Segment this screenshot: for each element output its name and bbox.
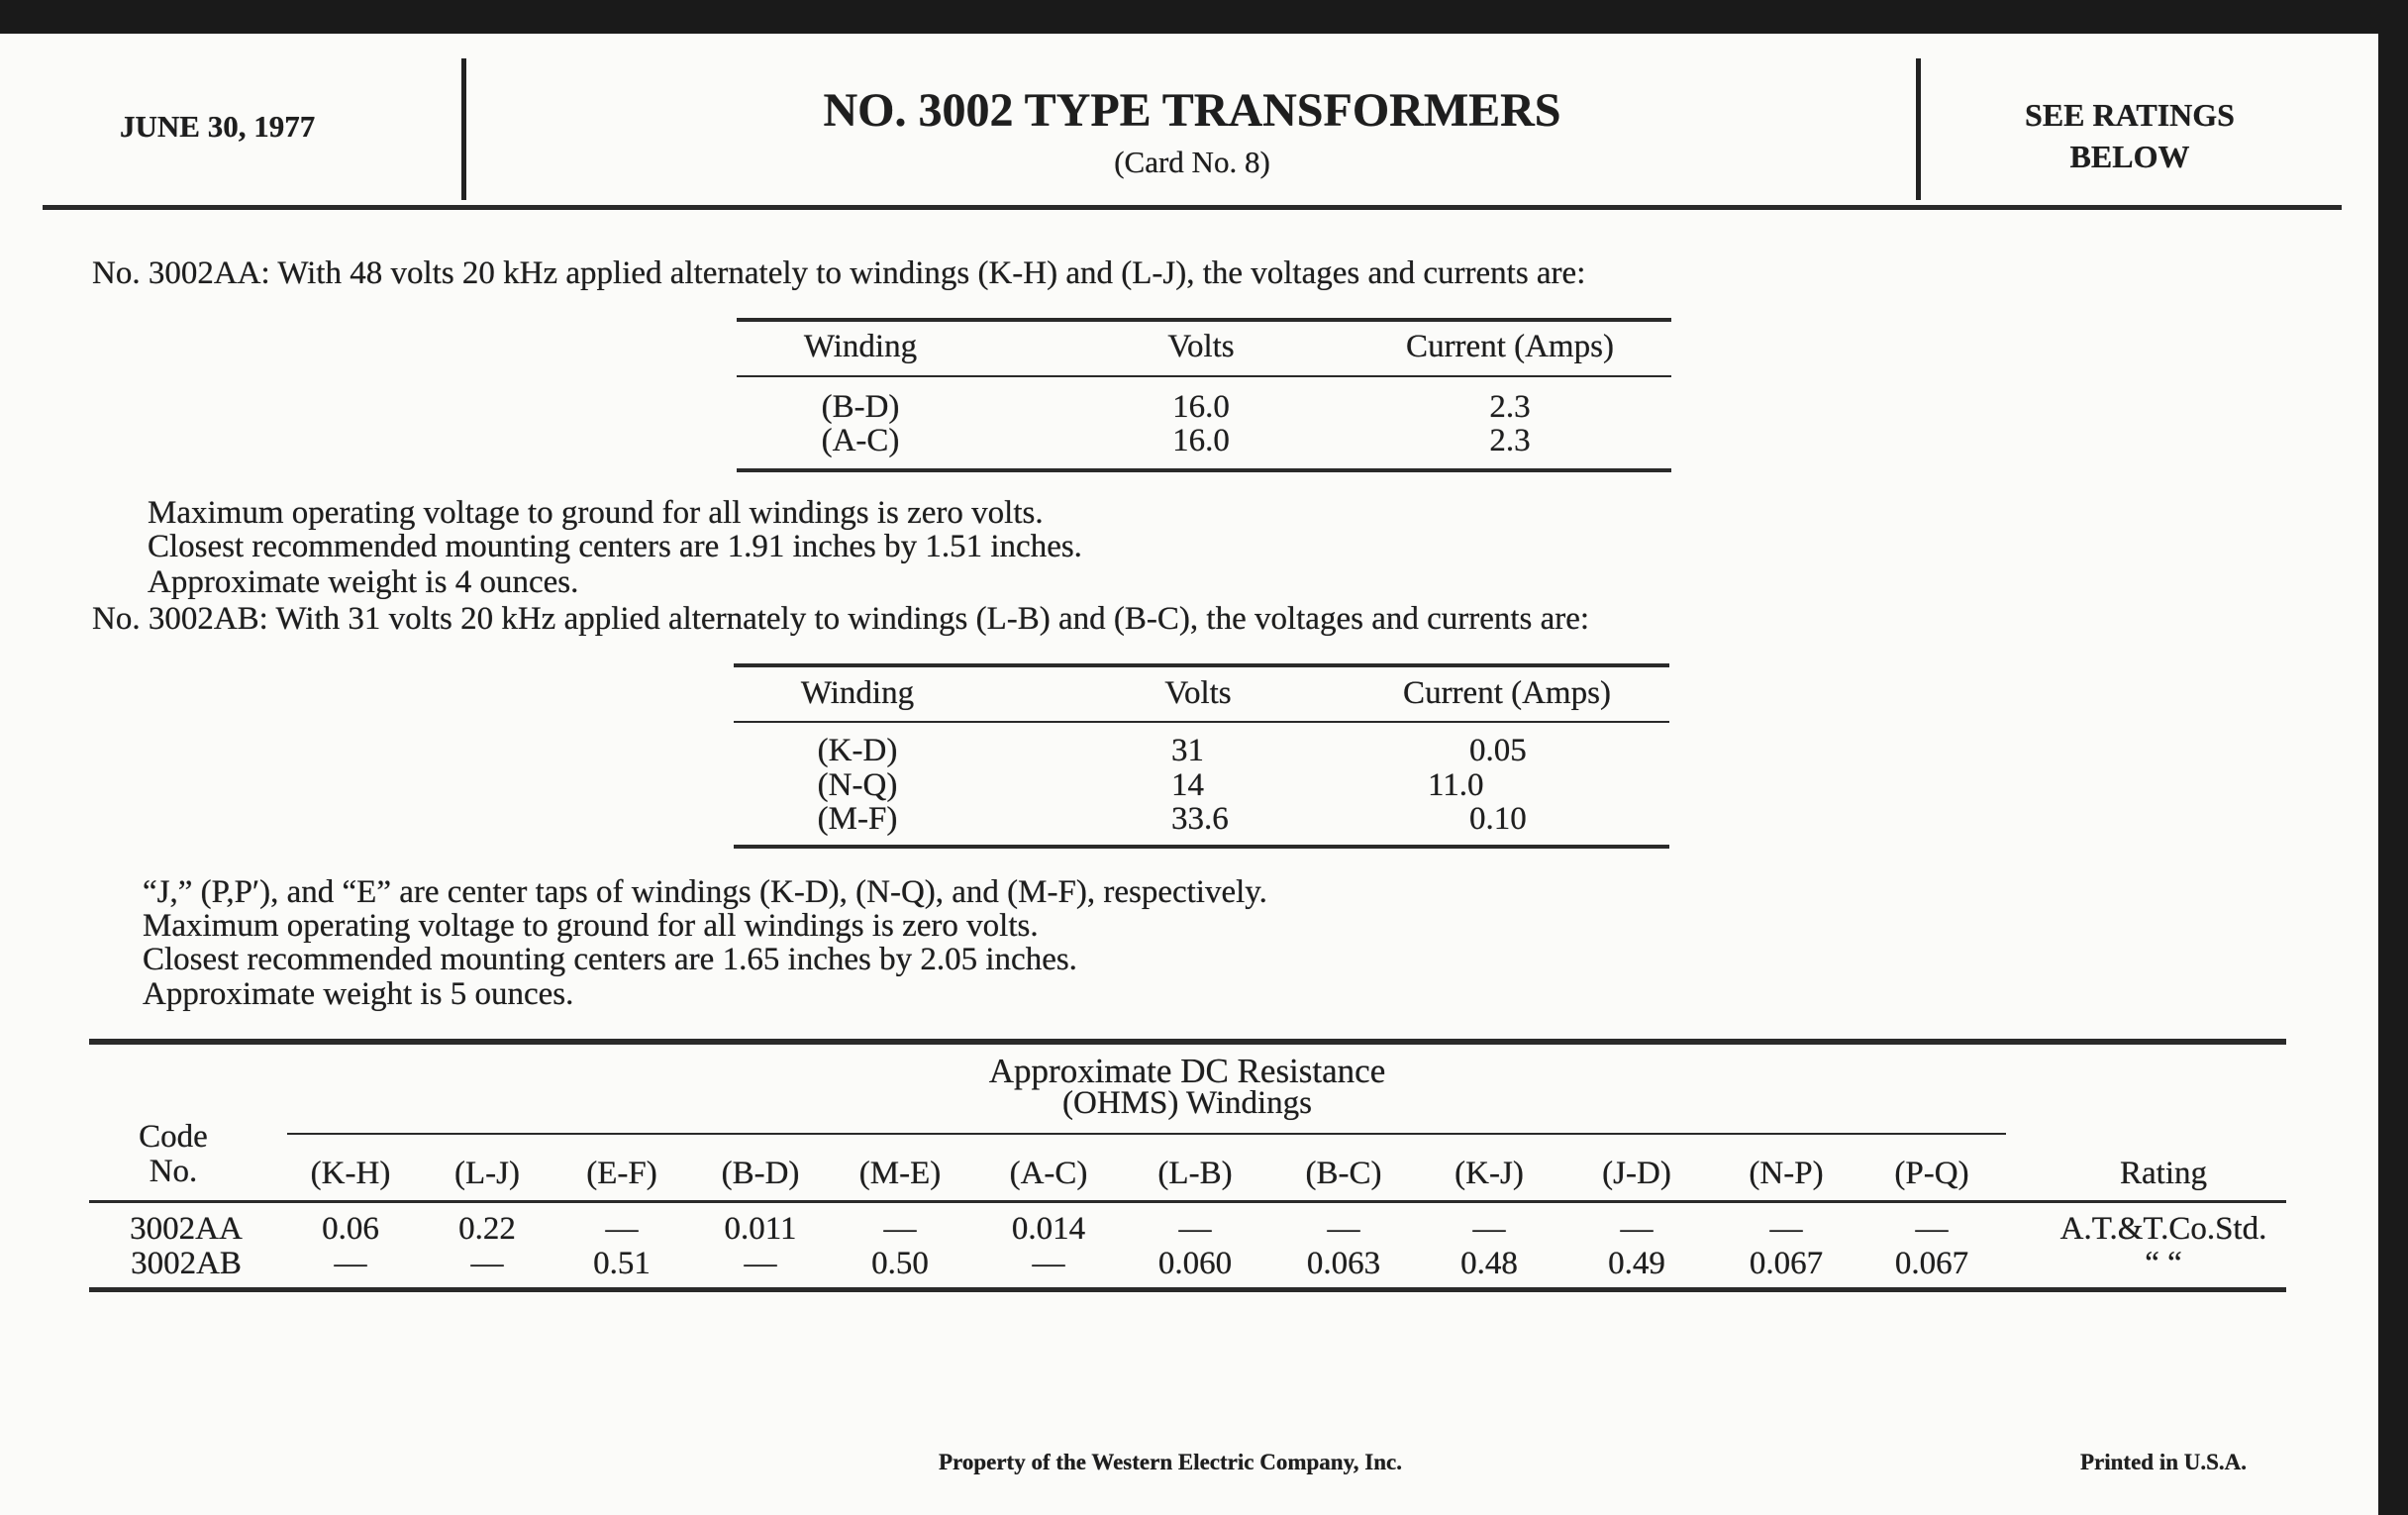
code-header-line1: Code bbox=[139, 1119, 208, 1155]
resistance-cell: — bbox=[470, 1246, 504, 1281]
table-aa-cell: 2.3 bbox=[1489, 389, 1531, 425]
section-aa-note: Maximum operating voltage to ground for all windings is zero volts. bbox=[148, 495, 1044, 531]
winding-column-header: (N-P) bbox=[1749, 1156, 1824, 1191]
rating-cell: A.T.&T.Co.Std. bbox=[2059, 1211, 2267, 1247]
table-aa-top-rule bbox=[737, 318, 1671, 322]
see-ratings-line1: SEE RATINGS bbox=[2025, 97, 2235, 133]
footer-property: Property of the Western Electric Company, Inc. bbox=[938, 1450, 1403, 1474]
winding-column-header: (L-J) bbox=[454, 1156, 520, 1191]
resistance-cell: 0.067 bbox=[1749, 1246, 1824, 1281]
section-ab-note: Approximate weight is 5 ounces. bbox=[143, 976, 574, 1012]
section-ab-intro: No. 3002AB: With 31 volts 20 kHz applied alternately to windings (L-B) and (B-C), the voltages and currents are: bbox=[92, 601, 1590, 637]
resistance-cell: — bbox=[1178, 1211, 1212, 1247]
resistance-cell: — bbox=[1915, 1211, 1949, 1247]
resistance-cell: — bbox=[883, 1211, 917, 1247]
code-cell: 3002AA bbox=[130, 1211, 243, 1247]
table-ab-cell: 0.05 bbox=[1469, 733, 1527, 768]
resistance-cell: 0.06 bbox=[322, 1211, 379, 1247]
table-ab-cell: 31 bbox=[1171, 733, 1204, 768]
table-ab-header-rule bbox=[734, 721, 1669, 723]
table-ab-header-current: Current (Amps) bbox=[1403, 675, 1611, 711]
resistance-top-rule bbox=[89, 1039, 2286, 1045]
section-aa-note: Approximate weight is 4 ounces. bbox=[148, 564, 579, 600]
table-ab-cell: (N-Q) bbox=[817, 767, 898, 803]
resistance-cell: — bbox=[1032, 1246, 1065, 1281]
resistance-cell: 0.51 bbox=[593, 1246, 651, 1281]
table-ab-cell: (K-D) bbox=[817, 733, 898, 768]
resistance-cell: 0.48 bbox=[1460, 1246, 1518, 1281]
resistance-cell: — bbox=[1327, 1211, 1360, 1247]
winding-column-header: (B-C) bbox=[1305, 1156, 1382, 1191]
resistance-subtitle: (OHMS) Windings bbox=[1062, 1085, 1312, 1121]
resistance-cell: 0.063 bbox=[1306, 1246, 1381, 1281]
resistance-cell: — bbox=[1620, 1211, 1654, 1247]
see-ratings-line2: BELOW bbox=[2069, 139, 2190, 174]
section-aa-intro: No. 3002AA: With 48 volts 20 kHz applied alternately to windings (K-H) and (L-J), the voltages and currents are: bbox=[92, 255, 1586, 291]
winding-column-header: (J-D) bbox=[1602, 1156, 1671, 1191]
resistance-cell: — bbox=[334, 1246, 367, 1281]
winding-column-header: (B-D) bbox=[721, 1156, 800, 1191]
table-ab-cell: 11.0 bbox=[1428, 767, 1484, 803]
winding-column-header: (P-Q) bbox=[1894, 1156, 1969, 1191]
resistance-cell: — bbox=[605, 1211, 639, 1247]
table-ab-bottom-rule bbox=[734, 845, 1669, 849]
resistance-cell: 0.067 bbox=[1894, 1246, 1969, 1281]
table-aa-cell: (A-C) bbox=[821, 423, 900, 458]
table-aa-header-current: Current (Amps) bbox=[1406, 329, 1614, 364]
card-number: (Card No. 8) bbox=[1114, 145, 1270, 179]
table-ab-cell: (M-F) bbox=[817, 801, 898, 837]
resistance-cell: 0.22 bbox=[458, 1211, 516, 1247]
footer-printed: Printed in U.S.A. bbox=[2079, 1450, 2248, 1474]
card-date: JUNE 30, 1977 bbox=[120, 109, 316, 144]
rating-cell: “ “ bbox=[2145, 1246, 2182, 1281]
section-ab-note: “J,” (P,P′), and “E” are center taps of windings (K-D), (N-Q), and (M-F), respectively. bbox=[143, 874, 1267, 910]
header-divider-left bbox=[461, 58, 466, 200]
winding-column-header: (K-J) bbox=[1455, 1156, 1524, 1191]
table-ab-top-rule bbox=[734, 663, 1669, 667]
section-ab-note: Maximum operating voltage to ground for all windings is zero volts. bbox=[143, 908, 1039, 944]
table-aa-cell: 2.3 bbox=[1489, 423, 1531, 458]
table-aa-cell: 16.0 bbox=[1172, 423, 1230, 458]
code-header-line2: No. bbox=[149, 1154, 198, 1189]
winding-column-header: (M-E) bbox=[858, 1156, 942, 1191]
resistance-cell: 0.49 bbox=[1608, 1246, 1665, 1281]
table-aa-header-rule bbox=[737, 375, 1671, 377]
table-aa-header-volts: Volts bbox=[1167, 329, 1235, 364]
section-aa-note: Closest recommended mounting centers are 1.91 inches by 1.51 inches. bbox=[148, 529, 1082, 564]
resistance-bottom-rule bbox=[89, 1287, 2286, 1292]
table-ab-header-winding: Winding bbox=[800, 675, 915, 711]
resistance-cell: 0.014 bbox=[1011, 1211, 1086, 1247]
header-divider-right bbox=[1916, 58, 1921, 200]
table-ab-cell: 33.6 bbox=[1171, 801, 1229, 837]
resistance-cell: — bbox=[1472, 1211, 1506, 1247]
table-ab-cell: 14 bbox=[1171, 767, 1204, 803]
table-aa-header-winding: Winding bbox=[803, 329, 918, 364]
resistance-cell: 0.50 bbox=[871, 1246, 929, 1281]
resistance-cell: 0.011 bbox=[724, 1211, 797, 1247]
resistance-header-rule bbox=[89, 1200, 2286, 1203]
winding-column-header: (E-F) bbox=[586, 1156, 657, 1191]
header-rule bbox=[43, 205, 2342, 210]
rating-header: Rating bbox=[2120, 1156, 2207, 1191]
resistance-cell: 0.060 bbox=[1157, 1246, 1233, 1281]
resistance-title: Approximate DC Resistance bbox=[988, 1052, 1386, 1090]
table-aa-cell: (B-D) bbox=[821, 389, 900, 425]
code-cell: 3002AB bbox=[131, 1246, 242, 1281]
resistance-cell: — bbox=[744, 1246, 777, 1281]
table-ab-header-volts: Volts bbox=[1164, 675, 1232, 711]
winding-column-header: (A-C) bbox=[1009, 1156, 1088, 1191]
winding-column-header: (L-B) bbox=[1157, 1156, 1233, 1191]
page-title: NO. 3002 TYPE TRANSFORMERS bbox=[823, 84, 1561, 137]
winding-column-header: (K-H) bbox=[310, 1156, 391, 1191]
table-aa-cell: 16.0 bbox=[1172, 389, 1230, 425]
resistance-cell: — bbox=[1769, 1211, 1803, 1247]
section-ab-note: Closest recommended mounting centers are 1.65 inches by 2.05 inches. bbox=[143, 942, 1077, 977]
table-ab-cell: 0.10 bbox=[1469, 801, 1527, 837]
table-aa-bottom-rule bbox=[737, 468, 1671, 472]
windings-rule bbox=[287, 1133, 2006, 1135]
